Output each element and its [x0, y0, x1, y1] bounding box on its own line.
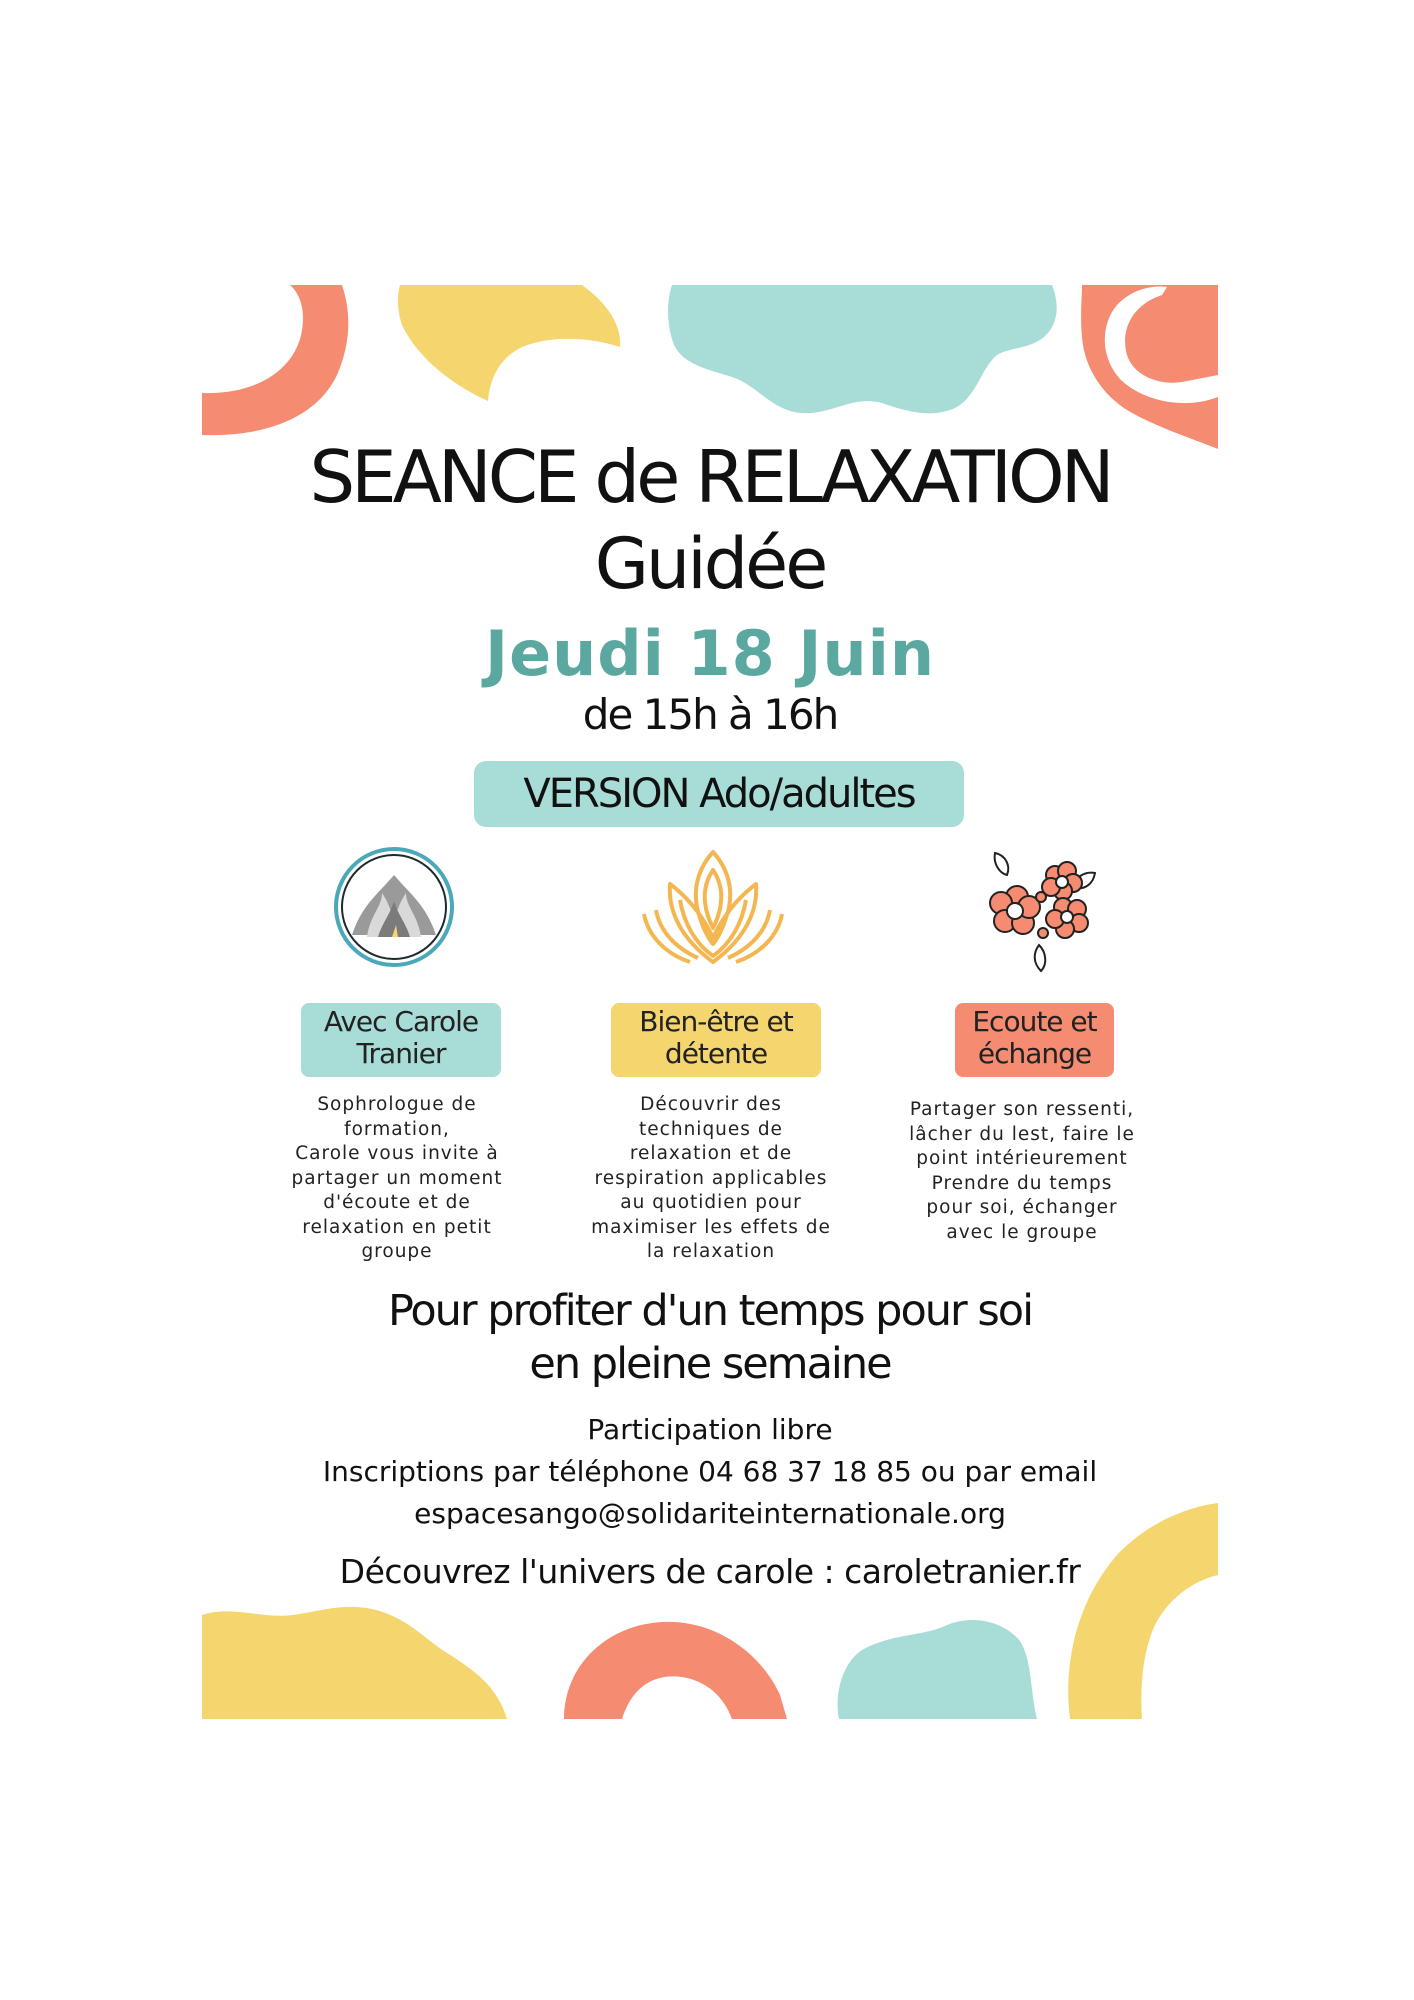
event-time: de 15h à 16h — [582, 690, 838, 739]
teal-cloud-shape — [668, 285, 1057, 413]
tag-bien-etre: Bien-être et détente — [611, 1003, 821, 1077]
lotus-circle-logo-icon — [332, 845, 456, 969]
event-date: Jeudi 18 Juin — [485, 617, 935, 690]
website-link[interactable]: Découvrez l'univers de carole : caroletranier.fr — [339, 1552, 1081, 1591]
tagline: Pour profiter d'un temps pour soi en pleine semaine — [387, 1286, 1033, 1389]
description-ecoute: Partager son ressenti, lâcher du lest, faire le point intérieurement Prendre du temps pour soi, échanger avec le groupe — [909, 1099, 1135, 1243]
poster — [202, 285, 1218, 1719]
yellow-arc-shape — [1068, 1503, 1218, 1719]
title-line-1: SEANCE de RELAXATION — [309, 435, 1111, 519]
yellow-leaf-shape — [398, 285, 620, 401]
participation-text: Participation libre — [587, 1413, 833, 1446]
flower-bouquet-icon — [977, 845, 1107, 975]
lotus-icon — [640, 848, 786, 972]
coral-arc-shape — [202, 285, 348, 435]
description-bien-etre: Découvrir des techniques de relaxation et de respiration applicables au quotidien pour maximiser les effets de la relaxation — [591, 1094, 831, 1262]
version-badge: VERSION Ado/adultes — [474, 761, 964, 827]
tag-avec-carole: Avec Carole Tranier — [301, 1003, 501, 1077]
yellow-cloud-shape — [202, 1607, 507, 1719]
coral-arch-shape — [564, 1622, 787, 1719]
email-link[interactable]: espacesango@solidariteinternationale.org — [414, 1497, 1006, 1530]
description-carole: Sophrologue de formation, Carole vous invite à partager un moment d'écoute et de relaxation en petit groupe — [291, 1094, 503, 1262]
inscriptions-text: Inscriptions par téléphone 04 68 37 18 85 ou par email — [322, 1455, 1098, 1488]
teal-blob-shape — [838, 1620, 1037, 1719]
tag-ecoute: Ecoute et échange — [955, 1003, 1114, 1077]
title-line-2: Guidée — [594, 523, 826, 605]
coral-swirl-shape — [1081, 285, 1218, 449]
